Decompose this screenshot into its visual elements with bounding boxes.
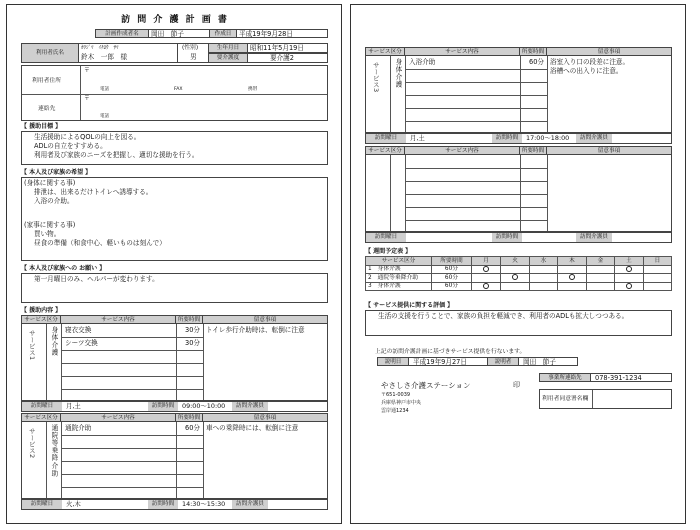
weekly-row: 2 通院等乗降介助 60分: [366, 274, 672, 282]
service1-note: トイレ歩行介助時は、転倒に注意: [206, 326, 305, 334]
col-naiyo-4: サービス内容: [404, 146, 520, 155]
col-kubun-2: サービス区分: [21, 413, 61, 422]
weekly-cell: [586, 282, 614, 290]
col-jikan-3: 所要時間: [519, 47, 547, 56]
service1-item-time: 30分: [185, 326, 200, 334]
service2-footer: 訪問曜日 火,木 訪問時間 14:30〜15:30 訪問介護員: [21, 499, 328, 510]
col-jikan-4: 所要時間: [519, 146, 547, 155]
goal-box: 生活援助によるQOLの向上を図る。 ADLの自立をすすめる。 利用者及び家族のニーズを把握し、適切な援助を行う。: [21, 131, 328, 165]
evaluation-box: 生活の支援を行うことで、家族の負担を軽減でき、利用者のADLも拡大しつつある。: [365, 310, 672, 336]
service1-number: サービス1: [27, 330, 36, 361]
service2-time: 14:30〜15:30: [182, 500, 226, 508]
weekly-cell: [643, 282, 671, 290]
weekly-day: 月: [472, 257, 501, 266]
col-kubun-4: サービス区分: [365, 146, 405, 155]
page-left: [6, 4, 342, 524]
col-jikan-2: 所要時間: [175, 413, 203, 422]
col-ryui-1: 留意事項: [202, 315, 328, 324]
service2-day: 火,木: [66, 500, 81, 508]
agree-explainer-value: 岡田 節子: [518, 357, 578, 366]
user-furigana: ｶﾜｼﾞﾏ ｲﾁﾛｳ ｻﾏ: [81, 45, 119, 51]
service1-block: [21, 323, 328, 401]
weekly-cell: [586, 274, 614, 282]
contact-label: 連絡先: [38, 106, 56, 112]
service3-note: 浴室入り口の段差に注意。: [550, 58, 630, 66]
service2-number: サービス2: [27, 428, 36, 459]
office-tel-label: 事業所連絡先: [539, 373, 591, 382]
weekly-cell: [614, 274, 643, 282]
user-name-box: [78, 43, 178, 63]
user-name-label: 利用者氏名: [21, 43, 79, 63]
service3-day: 月,土: [410, 134, 425, 142]
care-label: 要介護度: [208, 53, 248, 63]
service3-item-time: 60分: [529, 58, 544, 66]
agree-date-value: 平成19年9月27日: [408, 357, 488, 366]
service2-note: 車への乗降時には、転倒に注意: [206, 424, 299, 432]
weekly-cell: [586, 266, 614, 274]
weekly-cell: [472, 274, 501, 282]
office-address-1: 兵庫県神戸市中央: [381, 400, 422, 406]
weekly-cell: [530, 266, 558, 274]
circle-mark-icon: [483, 283, 489, 289]
office-postal: 〒651-0039: [381, 392, 411, 398]
wishes-heading: 【 本人及び家族の希望 】: [21, 169, 92, 176]
service3-number: サービス3: [371, 62, 380, 93]
weekly-day: 火: [501, 257, 530, 266]
col-ryui-3: 留意事項: [546, 47, 672, 56]
gender-box: (性別) 男: [177, 43, 209, 63]
birth-label: 生年月日: [208, 43, 248, 53]
weekly-cell: [614, 266, 643, 274]
weekly-cell: [472, 266, 501, 274]
weekly-cell: [530, 282, 558, 290]
service2-item-time: 60分: [185, 424, 200, 432]
office-address-2: 雲岸通1234: [381, 408, 409, 414]
weekly-cell: [472, 282, 501, 290]
request-heading: 【 本人及び家族への お願い 】: [21, 265, 106, 272]
doc-title: 訪 問 介 護 計 画 書: [121, 15, 229, 25]
gender-value: 男: [190, 53, 197, 61]
col-naiyo-1: サービス内容: [60, 315, 176, 324]
weekly-day: 日: [643, 257, 671, 266]
service2-kind: 通院等乗降介助: [49, 424, 58, 478]
service1-day: 月,土: [66, 402, 81, 410]
weekly-row: 1 身体介護 60分: [366, 266, 672, 274]
service2-item-content: 通院介助: [65, 424, 92, 432]
consent-sign-label: 利用者同意署名欄: [542, 396, 589, 402]
care-value: 要介護2: [247, 53, 328, 63]
col-kubun-3: サービス区分: [365, 47, 405, 56]
col-naiyo-2: サービス内容: [60, 413, 176, 422]
planner-value: 岡田 節子: [148, 29, 210, 38]
weekly-table: [365, 256, 672, 291]
user-name: 鈴木 一郎 様: [81, 53, 128, 61]
circle-mark-icon: [512, 274, 518, 280]
page-right: [350, 4, 686, 524]
service3-time: 17:00〜18:00: [526, 134, 570, 142]
weekly-heading: 【 週間予定表 】: [365, 248, 412, 255]
weekly-day: 土: [614, 257, 643, 266]
office-seal: 印: [513, 381, 520, 389]
service1-time: 09:00〜10:00: [182, 402, 226, 410]
service4-footer: 訪問曜日 訪問時間 訪問介護員: [365, 232, 672, 243]
service1-item-time: 30分: [185, 339, 200, 347]
evaluation-heading: 【 サービス提供に関する評価 】: [365, 302, 454, 309]
service1-footer: 訪問曜日 月,土 訪問時間 09:00〜10:00 訪問介護員: [21, 401, 328, 412]
weekly-cell: [530, 274, 558, 282]
aid-heading: 【 援助内容 】: [21, 307, 62, 314]
service3-footer: 訪問曜日 月,土 訪問時間 17:00〜18:00 訪問介護員: [365, 133, 672, 144]
service1-item-content: 寝衣交換: [65, 326, 92, 334]
weekly-cell: [501, 266, 530, 274]
col-ryui-4: 留意事項: [546, 146, 672, 155]
weekly-day: 水: [530, 257, 558, 266]
created-label: 作成日: [209, 29, 237, 38]
created-value: 平成19年9月28日: [236, 29, 328, 38]
weekly-cell: [557, 266, 586, 274]
agree-statement: 上記の訪問介護計画に基づきサービス提供を行ないます。: [375, 349, 526, 355]
consent-sign-box: [539, 389, 672, 409]
weekly-cell: [614, 282, 643, 290]
goal-heading: 【 援助目標 】: [21, 123, 62, 130]
service3-block: [365, 55, 672, 133]
service3-kind: 身体介護: [393, 58, 402, 89]
circle-mark-icon: [569, 274, 575, 280]
col-ryui-2: 留意事項: [202, 413, 328, 422]
birth-value: 昭和11年5月19日: [247, 43, 328, 53]
address-block: 利用者住所 〒 電話 FAX 携帯 連絡先 〒 電話: [21, 65, 328, 121]
weekly-col-service: サービス区分: [366, 257, 432, 266]
service1-kind: 身体介護: [49, 326, 58, 357]
weekly-cell: [643, 266, 671, 274]
service3-item-content: 入浴介助: [409, 58, 436, 66]
col-kubun-1: サービス区分: [21, 315, 61, 324]
service2-block: [21, 421, 328, 499]
planner-label: 計画作成者名: [95, 29, 149, 38]
weekly-cell: [501, 274, 530, 282]
circle-mark-icon: [626, 283, 632, 289]
weekly-day: 木: [557, 257, 586, 266]
weekly-cell: [643, 274, 671, 282]
address-label: 利用者住所: [32, 78, 61, 84]
service1-item-content: シーツ交換: [65, 339, 98, 347]
service3-note: 浴槽への出入りに注意。: [550, 67, 623, 75]
weekly-row: 3 身体介護 60分: [366, 282, 672, 290]
weekly-col-time: 所要時間: [432, 257, 472, 266]
request-box: 第一月曜日のみ、ヘルパーが変わります。: [21, 273, 328, 303]
weekly-cell: [557, 282, 586, 290]
wishes-box: (身体に関する事) 排泄は、出来るだけトイレへ誘導する。 入浴の介助。 (家事に関する事) 買い物。 昼食の準備（和食中心、軽いものは刻んで）: [21, 177, 328, 261]
circle-mark-icon: [483, 266, 489, 272]
agree-explainer-label: 説明者: [487, 357, 519, 366]
col-jikan-1: 所要時間: [175, 315, 203, 324]
agree-date-label: 説明日: [377, 357, 409, 366]
weekly-day: 金: [586, 257, 614, 266]
weekly-cell: [501, 282, 530, 290]
circle-mark-icon: [626, 266, 632, 272]
service4-block: [365, 154, 672, 232]
weekly-cell: [557, 274, 586, 282]
office-name: やさしさ介護ステーション: [381, 381, 471, 390]
col-naiyo-3: サービス内容: [404, 47, 520, 56]
office-tel-value: 078-391-1234: [590, 373, 672, 382]
